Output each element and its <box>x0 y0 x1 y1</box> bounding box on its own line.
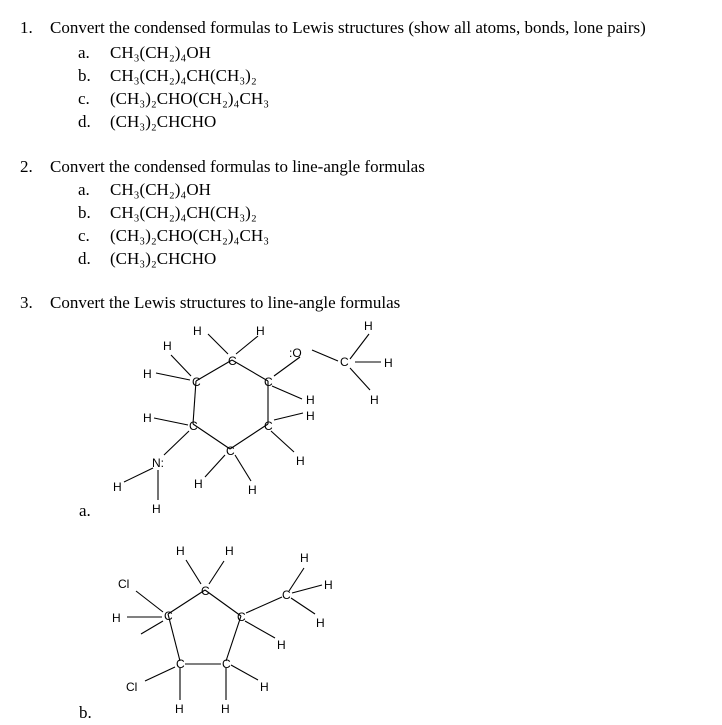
atom-carbon: C <box>201 584 210 598</box>
question-number: 1. <box>20 18 33 37</box>
atom-hydrogen: H <box>248 483 257 497</box>
item-formula: CH₃(CH₂)₄OH <box>110 180 211 199</box>
bonds <box>127 560 322 700</box>
atom-carbon: C <box>264 375 273 389</box>
item-letter: d. <box>78 249 91 268</box>
structure-letter: b. <box>79 703 92 722</box>
atom-hydrogen: H <box>152 502 161 516</box>
atom-hydrogen: H <box>143 367 152 381</box>
structure-letter: a. <box>79 501 91 520</box>
item-letter: d. <box>78 112 91 131</box>
atom-hydrogen: H <box>113 480 122 494</box>
atom-chlorine: Cl <box>118 577 130 591</box>
item-formula: CH₃(CH₂)₄OH <box>110 43 211 62</box>
atom-labels <box>112 544 333 716</box>
question-prompt: Convert the Lewis structures to line-angle formulas <box>50 293 401 312</box>
item-formula: (CH₃)₂CHO(CH₂)₄CH₃ <box>110 226 270 245</box>
atom-carbon: C <box>340 355 349 369</box>
item-formula: (CH₃)₂CHCHO <box>110 112 217 131</box>
item-formula: CH₃(CH₂)₄CH(CH₃)₂ <box>110 203 257 222</box>
atom-hydrogen: H <box>364 319 373 333</box>
atom-carbon: C <box>226 444 235 458</box>
atom-chlorine: Cl <box>126 680 138 694</box>
atom-hydrogen: H <box>221 702 230 716</box>
atom-hydrogen: H <box>324 578 333 592</box>
item-formula: (CH₃)₂CHCHO <box>110 249 217 268</box>
question-number: 3. <box>20 293 33 312</box>
atom-carbon: C <box>282 588 291 602</box>
atom-hydrogen: H <box>143 411 152 425</box>
atom-hydrogen: H <box>370 393 379 407</box>
atom-hydrogen: H <box>260 680 269 694</box>
item-letter: c. <box>78 89 90 108</box>
atom-hydrogen: H <box>163 339 172 353</box>
atom-carbon: C <box>228 354 237 368</box>
atom-carbon: C <box>189 419 198 433</box>
atom-nitrogen: N: <box>152 456 164 470</box>
item-formula: (CH₃)₂CHO(CH₂)₄CH₃ <box>110 89 270 108</box>
item-letter: a. <box>78 180 90 199</box>
atom-carbon: C <box>192 375 201 389</box>
atom-hydrogen: H <box>277 638 286 652</box>
atom-carbon: C <box>176 657 185 671</box>
atom-hydrogen: H <box>316 616 325 630</box>
atom-hydrogen: H <box>176 544 185 558</box>
atom-hydrogen: H <box>300 551 309 565</box>
item-letter: b. <box>78 66 91 85</box>
atom-carbon: C <box>264 419 273 433</box>
atom-carbon: C <box>222 657 231 671</box>
atom-carbon: C <box>237 610 246 624</box>
atom-hydrogen: H <box>194 477 203 491</box>
question-prompt: Convert the condensed formulas to Lewis structures (show all atoms, bonds, lone pairs) <box>50 18 646 37</box>
item-letter: c. <box>78 226 90 245</box>
atom-oxygen: :O <box>289 346 302 360</box>
atom-hydrogen: H <box>193 324 202 338</box>
atom-hydrogen: H <box>112 611 121 625</box>
question-number: 2. <box>20 157 33 176</box>
atom-hydrogen: H <box>175 702 184 716</box>
atom-hydrogen: H <box>225 544 234 558</box>
atom-hydrogen: H <box>296 454 305 468</box>
atom-hydrogen: H <box>256 324 265 338</box>
question-prompt: Convert the condensed formulas to line-angle formulas <box>50 157 425 176</box>
item-letter: a. <box>78 43 90 62</box>
atom-hydrogen: H <box>306 409 315 423</box>
atom-carbon: C <box>164 609 173 623</box>
item-formula: CH₃(CH₂)₄CH(CH₃)₂ <box>110 66 257 85</box>
item-letter: b. <box>78 203 91 222</box>
atom-hydrogen: H <box>306 393 315 407</box>
atom-hydrogen: H <box>384 356 393 370</box>
